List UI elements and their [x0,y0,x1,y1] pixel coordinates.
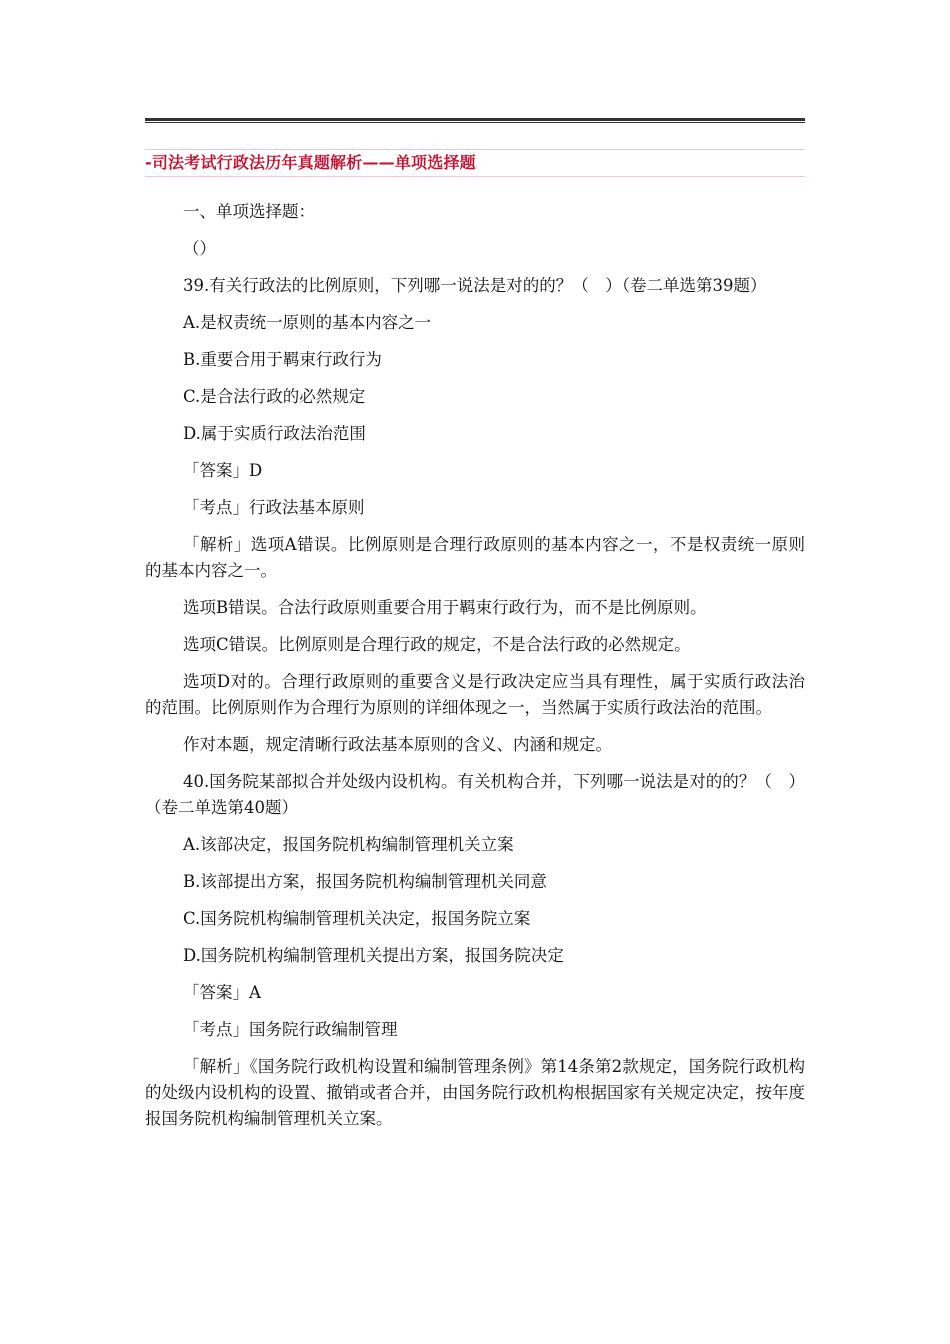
q39-topic: 「考点」行政法基本原则 [183,498,365,517]
header-rule [145,118,805,123]
q39-option-c: C.是合法行政的必然规定 [183,387,366,406]
document-page [145,118,805,1143]
q40-option-c: C.国务院机构编制管理机关决定，报国务院立案 [183,909,531,928]
q40-option-a: A.该部决定，报国务院机构编制管理机关立案 [183,835,514,854]
q40-topic: 「考点」国务院行政编制管理 [183,1020,398,1039]
q39-analysis-c: 选项C错误。比例原则是合理行政的规定，不是合法行政的必然规定。 [183,635,691,654]
q40-option-b: B.该部提出方案，报国务院机构编制管理机关同意 [183,872,547,891]
document-body [145,199,805,1132]
question-39: 39.有关行政法的比例原则，下列哪一说法是对的的？（ ）（卷二单选第39题） [183,276,767,295]
q40-analysis: 「解析」《国务院行政机构设置和编制管理条例》第14条第2款规定，国务院行政机构的处级内设机构的设置、撤销或者合并，由国务院行政机构根据国家有关规定决定，按年度报国务院机构编制管理机关立案。 [145,1057,805,1128]
q39-analysis: 「解析」选项A错误。比例原则是合理行政原则的基本内容之一，不是权责统一原则的基本内容之一。 [145,535,805,580]
q39-note: 作对本题，规定清晰行政法基本原则的含义、内涵和规定。 [183,735,612,754]
q39-option-b: B.重要合用于羁束行政行为 [183,350,382,369]
question-40: 40.国务院某部拟合并处级内设机构。有关机构合并，下列哪一说法是对的的？（ ）（卷二单选第40题） [145,772,805,817]
title-band [145,149,805,177]
document-title: -司法考试行政法历年真题解析——单项选择题 [145,153,476,172]
paragraph-bracket: （） [183,239,216,258]
q39-analysis-b: 选项B错误。合法行政原则重要合用于羁束行政行为，而不是比例原则。 [183,598,707,617]
q40-option-d: D.国务院机构编制管理机关提出方案，报国务院决定 [183,946,564,965]
q39-option-a: A.是权责统一原则的基本内容之一 [183,313,432,332]
q39-option-d: D.属于实质行政法治范围 [183,424,366,443]
q39-analysis-d: 选项D对的。合理行政原则的重要含义是行政决定应当具有理性，属于实质行政法治的范围。比例原则作为合理行为原则的详细体现之一，当然属于实质行政法治的范围。 [145,672,805,717]
q39-answer: 「答案」D [183,461,263,480]
section-heading: 一、单项选择题： [183,202,315,221]
q40-answer: 「答案」A [183,983,261,1002]
